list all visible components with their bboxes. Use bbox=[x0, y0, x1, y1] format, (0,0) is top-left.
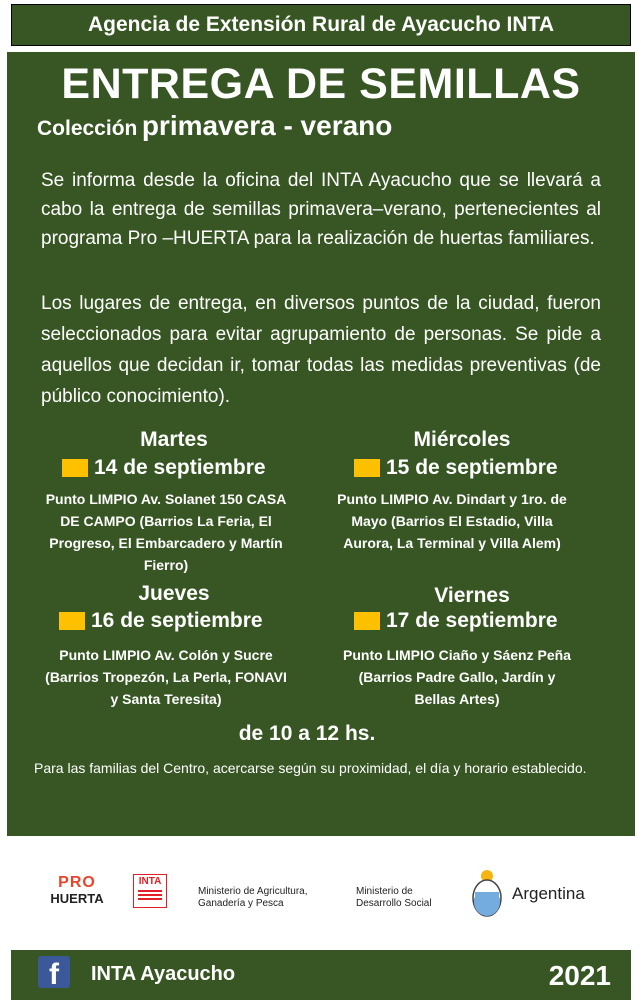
hours: de 10 a 12 hs. bbox=[238, 722, 376, 745]
locations-paragraph: Los lugares de entrega, en diversos puntos de la ciudad, fueron seleccionados para evitar agrupamiento de personas. Se pide a aquellos que decidan ir, tomar todas las medidas preventivas (de público conocimiento). bbox=[41, 293, 601, 407]
prohuerta-logo bbox=[50, 875, 104, 907]
yellow-square-icon bbox=[59, 612, 85, 630]
date-friday-label: 17 de septiembre bbox=[386, 609, 558, 632]
subtitle-small: Colección bbox=[37, 117, 138, 140]
footer-name: INTA Ayacucho bbox=[91, 963, 236, 985]
date-wednesday-label: 15 de septiembre bbox=[386, 456, 558, 479]
day-tuesday: Martes bbox=[140, 428, 208, 451]
subtitle-big: primavera - verano bbox=[141, 110, 393, 141]
footer-bar bbox=[11, 950, 631, 1000]
day-wednesday: Miércoles bbox=[413, 428, 511, 451]
center-note: Para las familias del Centro, acercarse según su proximidad, el día y horario establecido. bbox=[34, 760, 587, 776]
date-friday bbox=[354, 609, 558, 633]
argentina-seal-icon bbox=[470, 866, 504, 918]
place-friday: Punto LIMPIO Ciaño y Sáenz Peña (Barrios Padre Gallo, Jardín y Bellas Artes) bbox=[343, 647, 571, 707]
place-wednesday: Punto LIMPIO Av. Dindart y 1ro. de Mayo (Barrios El Estadio, Villa Aurora, La Terminal y Villa Alem) bbox=[337, 491, 567, 551]
main-title: ENTREGA DE SEMILLAS bbox=[61, 60, 581, 108]
yellow-square-icon bbox=[62, 459, 88, 477]
ministerio-agricultura bbox=[198, 886, 308, 910]
ministerio-desarrollo bbox=[356, 886, 432, 910]
date-tuesday-label: 14 de septiembre bbox=[94, 456, 266, 479]
footer-year: 2021 bbox=[548, 960, 611, 991]
date-wednesday bbox=[354, 456, 558, 480]
subtitle bbox=[37, 110, 392, 147]
argentina-label: Argentina bbox=[512, 884, 585, 903]
header-bar bbox=[11, 4, 631, 46]
ministerio-desarrollo-line2: Desarrollo Social bbox=[356, 898, 432, 909]
inta-logo-text: INTA bbox=[138, 876, 162, 887]
ministerio-agricultura-line2: Ganadería y Pesca bbox=[198, 898, 284, 909]
day-friday: Viernes bbox=[434, 584, 510, 607]
header-title: Agencia de Extensión Rural de Ayacucho INTA bbox=[88, 13, 554, 36]
date-thursday bbox=[59, 609, 263, 633]
day-thursday: Jueves bbox=[138, 582, 210, 605]
inta-logo bbox=[133, 874, 167, 908]
date-thursday-label: 16 de septiembre bbox=[91, 609, 263, 632]
place-thursday: Punto LIMPIO Av. Colón y Sucre (Barrios Tropezón, La Perla, FONAVI y Santa Teresita) bbox=[45, 647, 287, 707]
yellow-square-icon bbox=[354, 612, 380, 630]
yellow-square-icon bbox=[354, 459, 380, 477]
prohuerta-bottom: HUERTA bbox=[50, 891, 104, 906]
ministerio-desarrollo-line1: Ministerio de bbox=[356, 886, 413, 897]
prohuerta-top: PRO bbox=[58, 874, 96, 891]
logos-strip bbox=[0, 860, 641, 930]
main-panel bbox=[7, 52, 635, 836]
date-tuesday bbox=[62, 456, 266, 480]
ministerio-agricultura-line1: Ministerio de Agricultura, bbox=[198, 886, 308, 897]
intro-paragraph: Se informa desde la oficina del INTA Ayacucho que se llevará a cabo la entrega de semillas primavera–verano, pertenecientes al programa Pro –HUERTA para la realización de huertas familiares. bbox=[41, 170, 601, 249]
facebook-icon[interactable]: f bbox=[38, 956, 70, 988]
place-tuesday: Punto LIMPIO Av. Solanet 150 CASA DE CAMPO (Barrios La Feria, El Progreso, El Embarcadero y Martín Fierro) bbox=[45, 491, 287, 573]
